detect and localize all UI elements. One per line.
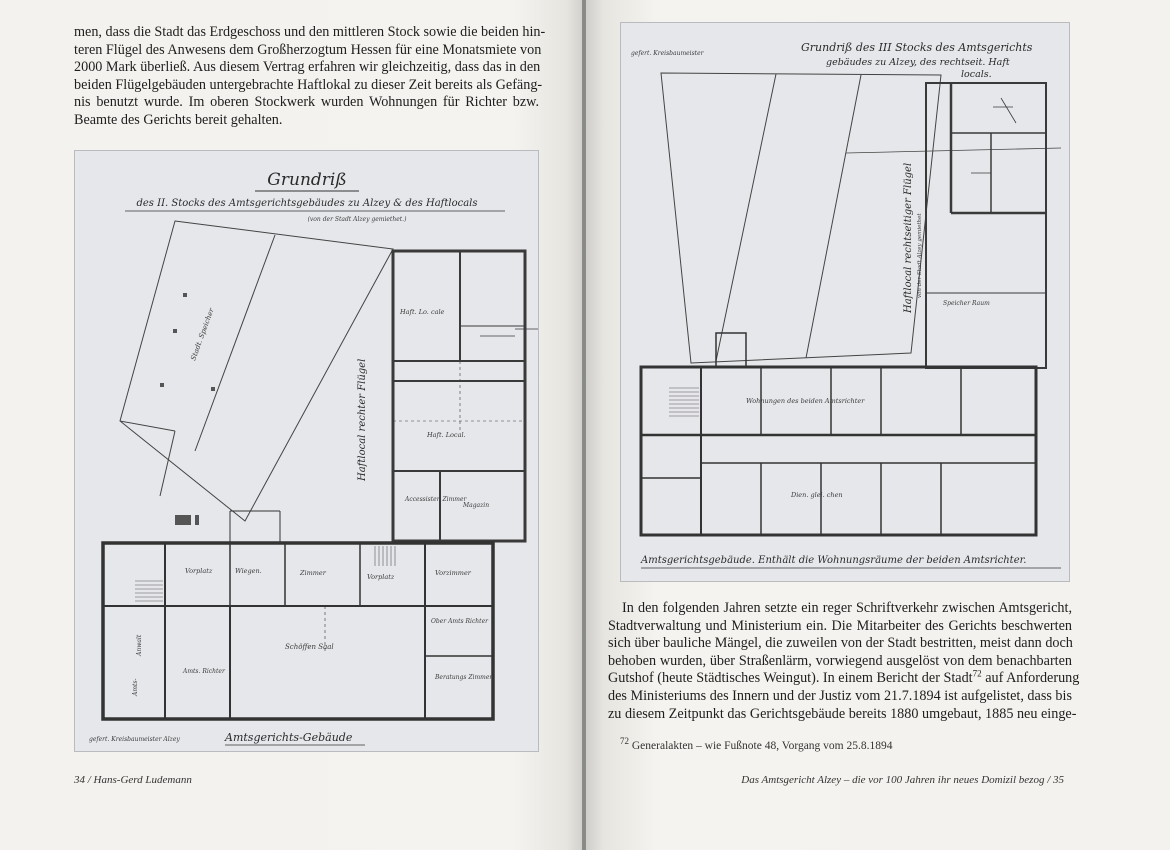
- left-page: [0, 0, 584, 850]
- right-footer: Das Amtsgericht Alzey – die vor 100 Jahren ihr neues Domizil bezog / 35: [741, 774, 1064, 786]
- left-paragraph: [74, 24, 546, 130]
- wing2-label: Haftlocal rechtseitiger Flügel: [903, 162, 914, 313]
- room-beratung: Beratungs Zimmer: [435, 674, 493, 681]
- plan2-second: Dien. glei. chen: [791, 491, 843, 499]
- plan2-wohn: Wohnungen des beiden Amtsrichter: [746, 397, 865, 405]
- room-wiegez: Wiegen.: [235, 567, 262, 575]
- floor-plan-drawing-2: [621, 23, 1069, 581]
- room-anwalt: Anwalt: [136, 634, 143, 656]
- footnote-number: 72: [620, 736, 629, 747]
- left-line-1: men, dass die Stadt das Erdgeschoss und den mittleren Stock sowie die beiden hin-: [74, 24, 546, 40]
- room-schoeffen: Schöffen Saal: [285, 643, 334, 651]
- footnote-text: Generalakten – wie Fußnote 48, Vorgang vom 25.8.1894: [631, 740, 893, 752]
- plan-signature: gefert. Kreisbaumeister Alzey: [89, 736, 180, 743]
- floor-plan-drawing: [75, 151, 538, 751]
- room-haft-mid: Haft. Local.: [427, 431, 466, 439]
- room-vorzimmer: Vorzimmer: [435, 569, 471, 577]
- right-paragraph: [608, 600, 1080, 723]
- footnote-ref: 72: [972, 668, 982, 679]
- plan-title: Grundriß: [267, 170, 347, 190]
- floor-plan-2nd-floor: [74, 150, 539, 752]
- wing-label: Haftlocal rechter Flügel: [357, 358, 368, 481]
- wing2-note: von der Stadt Alzey gemiethet: [917, 213, 923, 298]
- left-line-3: 2000 Mark überließ. Aus diesem Vertrag erfahren wir gleichzeitig, dass das in den: [74, 59, 541, 76]
- room-zimmer: Zimmer: [300, 569, 326, 577]
- plan2-signature: gefert. Kreisbaumeister: [631, 50, 704, 57]
- plan2-speicher: Speicher Raum: [943, 300, 990, 307]
- room-accessist: Accessisten Zimmer: [405, 496, 467, 503]
- right-line-5: [608, 668, 1080, 688]
- room-magazin: Magazin: [463, 502, 490, 509]
- right-line-1: In den folgenden Jahren setzte ein reger Schriftverkehr zwischen Amtsgericht,: [622, 600, 1072, 616]
- left-line-4: beiden Flügelgebäuden untergebrachte Haftlokal zu dieser Zeit bereits als Gefäng-: [74, 76, 543, 93]
- right-page: [586, 0, 1170, 850]
- room-amtsrichter: Amts. Richter: [183, 668, 225, 675]
- right-line-3: sich über bauliche Mängel, die zuweilen von der Stadt bestritten, meist dann doch: [608, 635, 1073, 652]
- right-line-6: des Ministeriums des Innern und der Justiz vom 21.7.1894 ist aufgelistet, dass bis: [608, 687, 1072, 704]
- right-line-5b: auf Anforderung: [985, 670, 1080, 687]
- right-line-2: Stadtverwaltung und Ministerium ein. Die Mitarbeiter des Gerichts beschwerten: [608, 617, 1072, 634]
- footnote: [620, 736, 893, 752]
- left-line-2: teren Flügel des Anwesens dem Großherzogtum Hessen für eine Monatsmiete von: [74, 41, 542, 58]
- plan2-bottom-label: Amtsgerichtsgebäude. Enthält die Wohnungsräume der beiden Amtsrichter.: [641, 555, 1027, 566]
- right-line-7: zu diesem Zeitpunkt das Gerichtsgebäude bereits 1880 umgebaut, 1885 neu einge-: [608, 705, 1077, 722]
- floor-plan-3rd-floor: [620, 22, 1070, 582]
- plan2-title-2: gebäudes zu Alzey, des rechtseit. Haft: [826, 57, 1010, 68]
- left-footer: 34 / Hans-Gerd Ludemann: [74, 774, 192, 786]
- left-line-6: Beamte des Gerichts bereit gehalten.: [74, 111, 283, 128]
- room-vorplatz1: Vorplatz: [185, 567, 213, 575]
- right-line-5a: Gutshof (heute Städtisches Weingut). In einem Bericht der Stadt: [608, 670, 973, 687]
- room-speicher: Stadt. Speicher: [189, 307, 216, 362]
- plan2-title-1: Grundriß des III Stocks des Amtsgerichts: [801, 41, 1033, 54]
- room-haft-top: Haft. Lo. cale: [400, 308, 445, 316]
- plan-note: (von der Stadt Alzey gemiethet.): [307, 216, 407, 223]
- right-line-4: behoben wurden, über Straßenlärm, vorwiegend ausgelöst von dem benachbarten: [608, 652, 1072, 669]
- room-amts2: Amts-: [132, 678, 139, 696]
- plan-subtitle: des II. Stocks des Amtsgerichtsgebäudes zu Alzey & des Haftlocals: [136, 198, 478, 209]
- room-vorplatz2: Vorplatz: [367, 573, 395, 581]
- room-oberamtsrichter: Ober Amts Richter: [431, 618, 488, 625]
- left-line-5: nis benutzt wurde. Im oberen Stockwerk wurden Wohnungen für Richter bzw.: [74, 94, 539, 111]
- plan2-title-3: locals.: [961, 69, 992, 80]
- plan-bottom-label: Amtsgerichts-Gebäude: [225, 731, 353, 744]
